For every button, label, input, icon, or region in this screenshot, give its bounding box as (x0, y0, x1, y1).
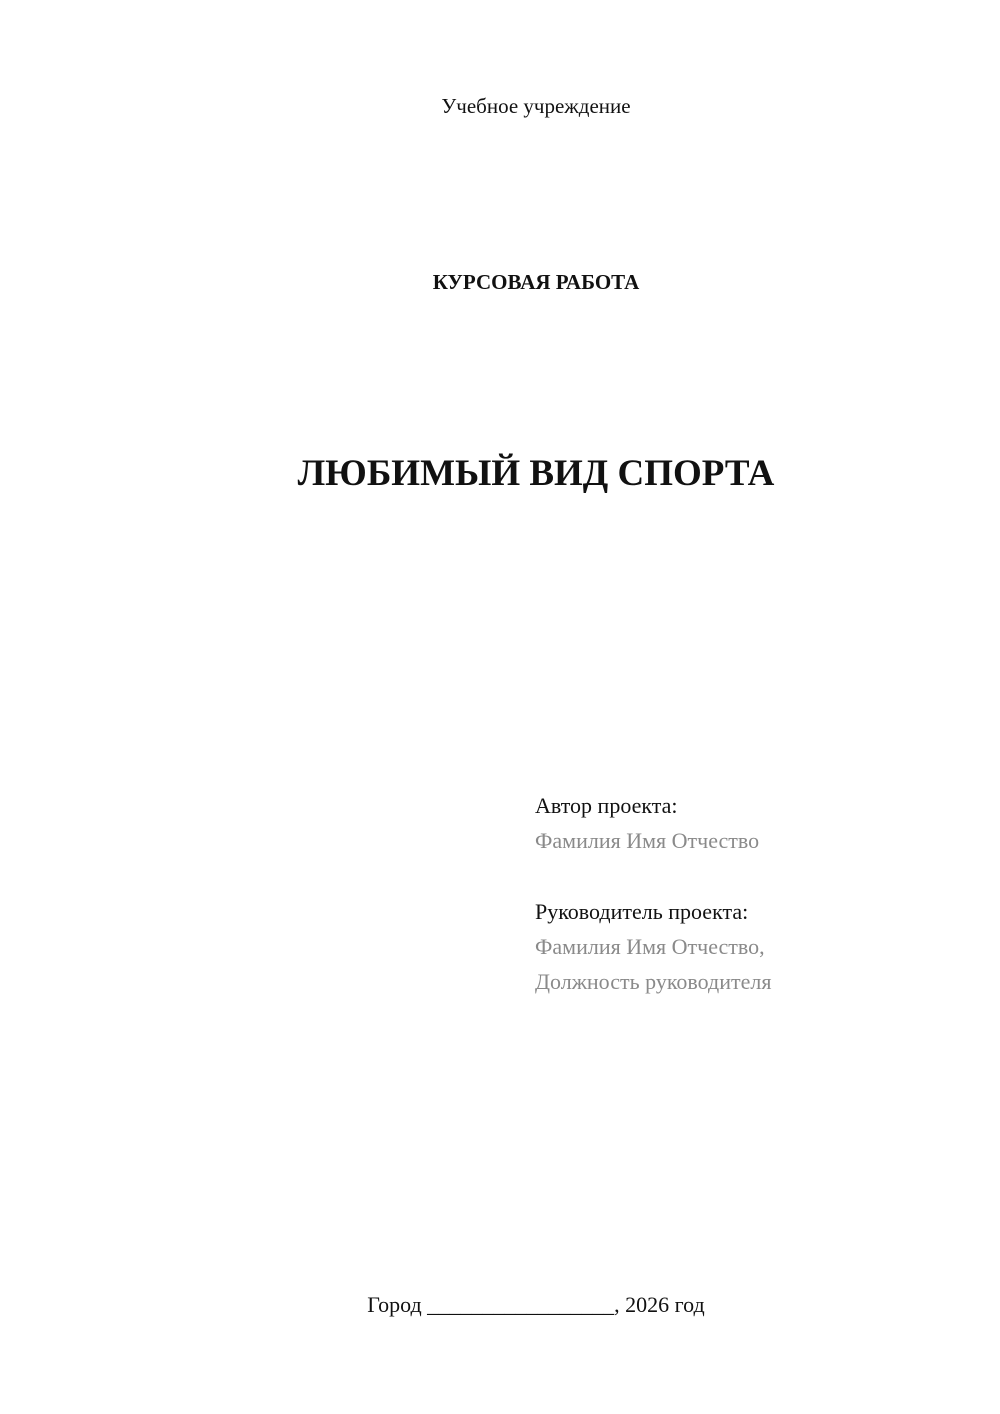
supervisor-position: Должность руководителя (535, 969, 772, 994)
author-label: Автор проекта: (535, 793, 678, 818)
project-info-block (535, 788, 975, 999)
author-name: Фамилия Имя Отчество (535, 828, 760, 853)
info-spacer (535, 858, 975, 894)
document-title: ЛЮБИМЫЙ ВИД СПОРТА (297, 453, 775, 494)
supervisor-name: Фамилия Имя Отчество, (535, 934, 765, 959)
supervisor-label: Руководитель проекта: (535, 899, 749, 924)
city-year-line: Город _________________, 2026 год (367, 1292, 705, 1317)
institution-name: Учебное учреждение (441, 94, 631, 118)
document-type: КУРСОВАЯ РАБОТА (432, 270, 640, 294)
